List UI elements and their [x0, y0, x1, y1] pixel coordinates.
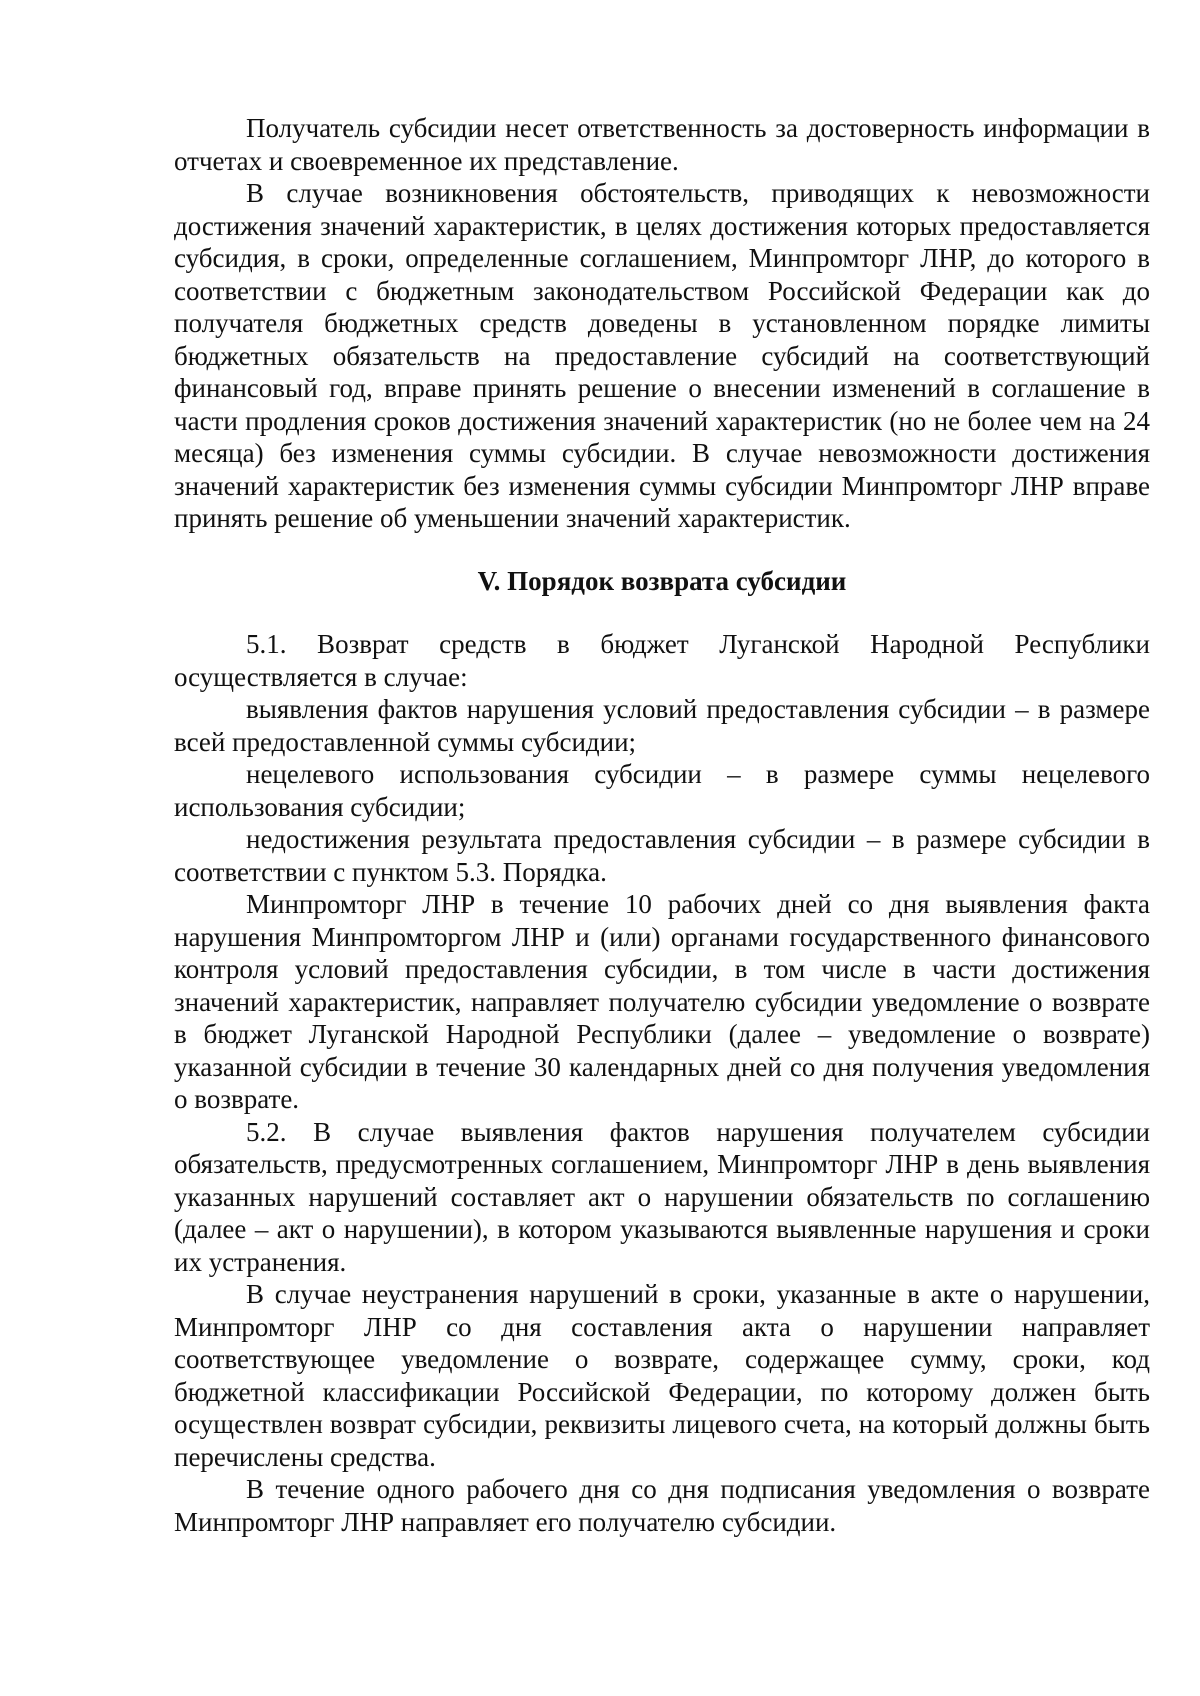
- section-heading: V. Порядок возврата субсидии: [477, 565, 847, 596]
- paragraph-one-working-day: В течение одного рабочего дня со дня подписания уведомления о возврате Минпромторг ЛНР направляет его получателю субсидии.: [174, 1474, 1150, 1537]
- paragraph-non-elimination: В случае неустранения нарушений в сроки, указанные в акте о нарушении, Минпромторг ЛНР со дня составления акта о нарушении направляет соответствующее уведомление о возврате, содержащее сумму, сроки, код бюджетной классификации Российской Федерации, по которому должен быть осуществлен возврат субсидии, реквизиты лицевого счета, на который должны быть перечислены средства.: [174, 1279, 1150, 1472]
- document-page: [174, 112, 1150, 1538]
- paragraph-circumstances: В случае возникновения обстоятельств, приводящих к невозможности достижения значений характеристик, в целях достижения которых предоставляется субсидия, в сроки, определенные соглашением, Минпромторг ЛНР, до которого в соответствии с бюджетным законодательством Российской Федерации как до получателя бюджетных средств доведены в установленном порядке лимиты бюджетных обязательств на предоставление субсидий на соответствующий финансовый год, вправе принять решение о внесении изменений в соглашение в части продления сроков достижения значений характеристик (но не более чем на 24 месяца) без изменения суммы субсидии. В случае невозможности достижения значений характеристик без изменения суммы субсидии Минпромторг ЛНР вправе принять решение об уменьшении значений характеристик.: [174, 178, 1150, 533]
- paragraph-notification-10-days: Минпромторг ЛНР в течение 10 рабочих дней со дня выявления факта нарушения Минпромторгом ЛНР и (или) органами государственного финансового контроля условий предоставления субсидии, в том числе в части достижения значений характеристик, направляет получателю субсидии уведомление о возврате в бюджет Луганской Народной Республики (далее – уведомление о возврате) указанной субсидии в течение 30 календарных дней со дня получения уведомления о возврате.: [174, 889, 1150, 1114]
- paragraph-5-2: 5.2. В случае выявления фактов нарушения получателем субсидии обязательств, предусмотренных соглашением, Минпромторг ЛНР в день выявления указанных нарушений составляет акт о нарушении обязательств по соглашению (далее – акт о нарушении), в котором указываются выявленные нарушения и сроки их устранения.: [174, 1116, 1150, 1277]
- paragraph-non-achievement: недостижения результата предоставления субсидии – в размере субсидии в соответствии с пунктом 5.3. Порядка.: [174, 824, 1150, 887]
- paragraph-misuse: нецелевого использования субсидии – в размере суммы нецелевого использования субсидии;: [174, 759, 1150, 822]
- paragraph-5-1: 5.1. Возврат средств в бюджет Луганской Народной Республики осуществляется в случае:: [174, 629, 1150, 692]
- paragraph-recipient-responsibility: Получатель субсидии несет ответственность за достоверность информации в отчетах и своевременное их представление.: [174, 113, 1150, 176]
- paragraph-violation-facts: выявления фактов нарушения условий предоставления субсидии – в размере всей предоставленной суммы субсидии;: [174, 694, 1150, 757]
